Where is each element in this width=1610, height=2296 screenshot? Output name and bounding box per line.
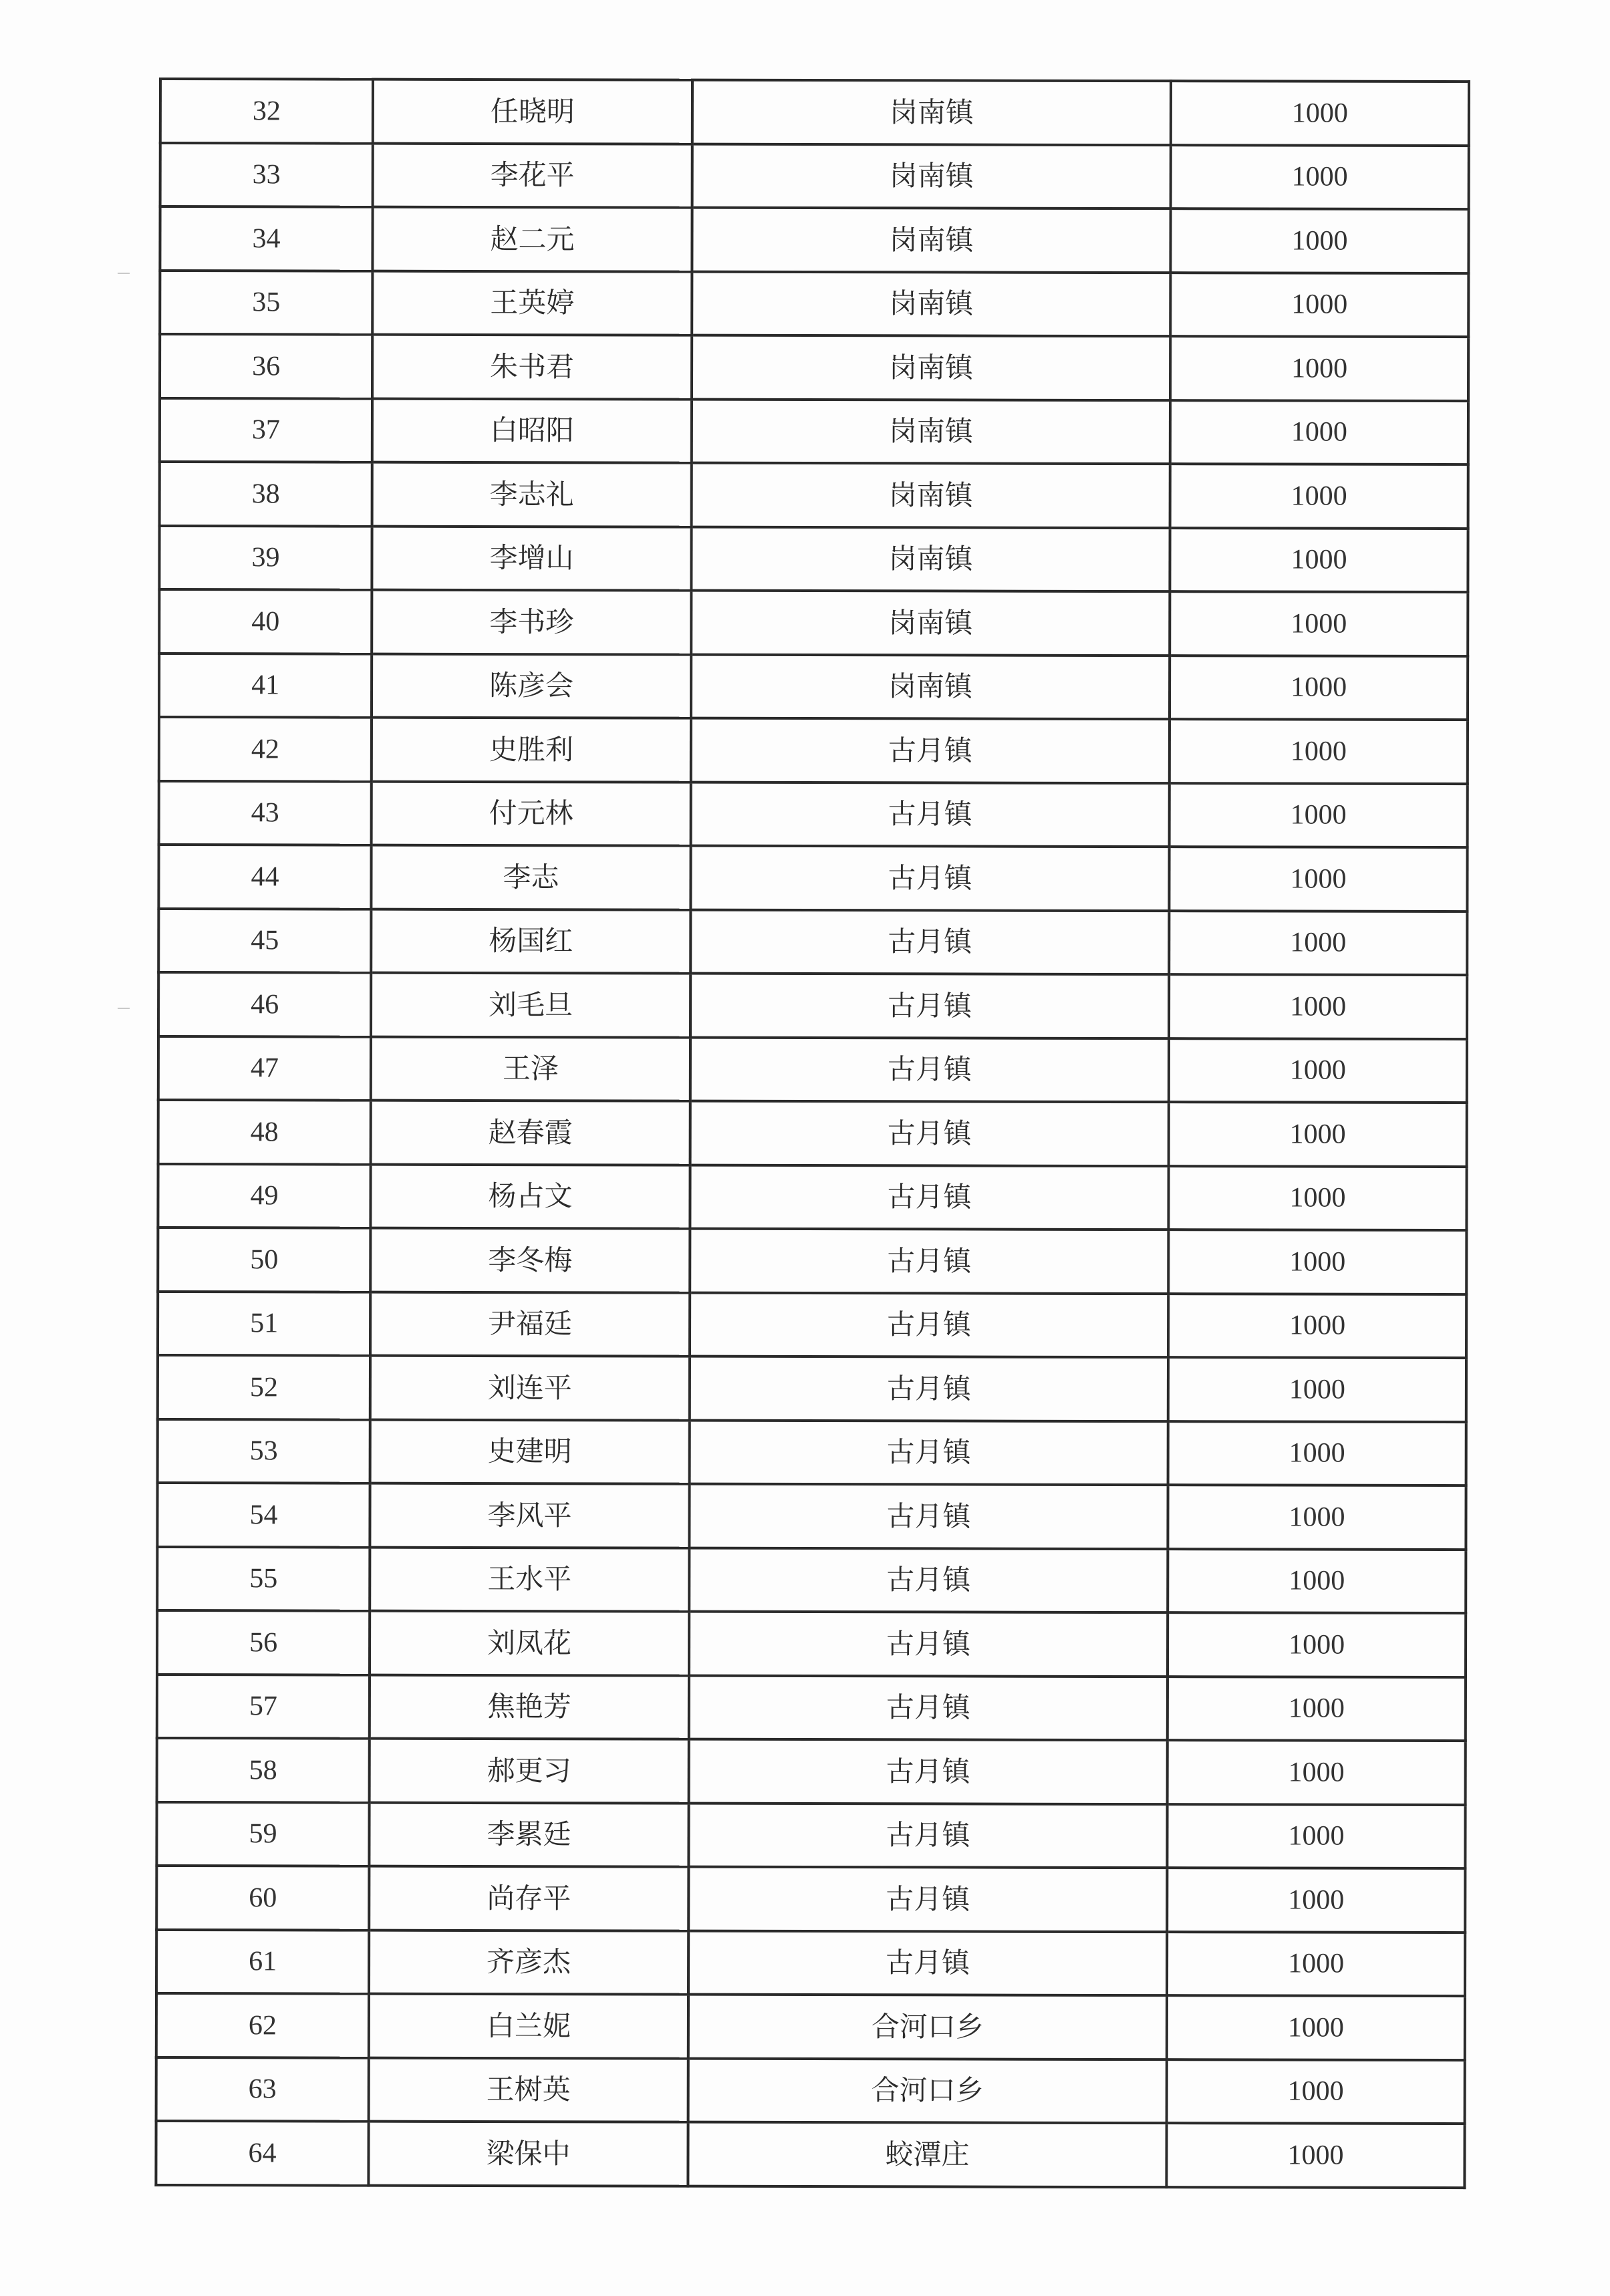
row-number-cell: 49 [158, 1164, 370, 1228]
town-cell: 合河口乡 [688, 2058, 1167, 2123]
amount-cell: 1000 [1168, 1294, 1466, 1358]
table-row [160, 143, 1469, 210]
row-number-cell: 59 [156, 1802, 369, 1866]
town-cell: 古月镇 [691, 718, 1170, 783]
table-row [158, 972, 1467, 1039]
scan-mark [118, 273, 130, 274]
town-cell: 古月镇 [690, 974, 1169, 1038]
recipient-name-cell: 郝更习 [370, 1739, 689, 1804]
recipient-name-cell: 李志 [371, 845, 690, 910]
row-number-cell: 48 [158, 1100, 371, 1164]
table-row [156, 2121, 1464, 2188]
amount-cell: 1000 [1168, 1612, 1466, 1677]
amount-cell: 1000 [1169, 911, 1467, 975]
amount-cell: 1000 [1168, 1549, 1466, 1613]
amount-cell: 1000 [1171, 81, 1469, 145]
town-cell: 古月镇 [689, 1675, 1168, 1740]
amount-cell: 1000 [1168, 1677, 1466, 1741]
town-cell: 岗南镇 [692, 271, 1170, 336]
recipient-name-cell: 李冬梅 [370, 1228, 690, 1293]
table-row [156, 1993, 1465, 2060]
table-row [160, 334, 1468, 401]
town-cell: 岗南镇 [691, 527, 1170, 591]
table-row [158, 909, 1467, 976]
recipient-name-cell: 刘凤花 [370, 1611, 689, 1676]
table-row [158, 1228, 1466, 1294]
recipient-name-cell: 李增山 [372, 526, 691, 591]
row-number-cell: 36 [160, 334, 372, 398]
town-cell: 古月镇 [688, 1803, 1167, 1868]
recipient-name-cell: 王树英 [369, 2057, 688, 2122]
row-number-cell: 42 [159, 717, 372, 781]
town-cell: 古月镇 [690, 846, 1169, 911]
recipient-name-cell: 史建明 [370, 1419, 690, 1484]
recipient-name-cell: 杨国红 [371, 909, 690, 974]
town-cell: 古月镇 [689, 1612, 1168, 1677]
recipient-name-cell: 朱书君 [372, 335, 692, 400]
table-row [157, 1738, 1466, 1805]
amount-cell: 1000 [1171, 145, 1469, 209]
town-cell: 古月镇 [688, 1867, 1167, 1932]
town-cell: 古月镇 [689, 1484, 1168, 1549]
table-row [160, 206, 1468, 273]
recipient-name-cell: 白兰妮 [369, 1994, 688, 2059]
town-cell: 岗南镇 [692, 335, 1170, 400]
row-number-cell: 56 [157, 1610, 370, 1675]
recipient-name-cell: 赵春霞 [371, 1101, 690, 1165]
recipient-name-cell: 史胜利 [372, 718, 691, 782]
town-cell: 古月镇 [688, 1930, 1167, 1995]
amount-cell: 1000 [1169, 847, 1467, 911]
row-number-cell: 53 [158, 1419, 370, 1483]
recipient-table [154, 78, 1470, 2189]
town-cell: 合河口乡 [688, 1995, 1167, 2059]
town-cell: 古月镇 [689, 1548, 1168, 1612]
row-number-cell: 60 [156, 1866, 369, 1930]
amount-cell: 1000 [1168, 1357, 1466, 1421]
amount-cell: 1000 [1168, 1166, 1466, 1230]
row-number-cell: 52 [158, 1355, 370, 1419]
row-number-cell: 58 [157, 1738, 370, 1802]
town-cell: 古月镇 [690, 1037, 1169, 1102]
town-cell: 岗南镇 [692, 208, 1170, 273]
table-row [158, 1419, 1466, 1485]
table-row [159, 654, 1468, 720]
table-row [159, 717, 1468, 784]
table-row [159, 589, 1468, 656]
town-cell: 古月镇 [689, 1739, 1168, 1804]
amount-cell: 1000 [1167, 2059, 1465, 2124]
table-row [160, 398, 1468, 465]
table-row [158, 845, 1467, 911]
recipient-name-cell: 付元林 [372, 781, 691, 846]
scan-mark [118, 1008, 130, 1009]
table-row [156, 2057, 1465, 2124]
amount-cell: 1000 [1170, 273, 1468, 337]
recipient-name-cell: 梁保中 [368, 2122, 688, 2186]
amount-cell: 1000 [1170, 591, 1468, 656]
recipient-name-cell: 王英婷 [372, 271, 692, 335]
town-cell: 古月镇 [690, 1356, 1168, 1421]
row-number-cell: 55 [157, 1546, 370, 1610]
table-row [158, 1164, 1466, 1231]
town-cell: 古月镇 [690, 1101, 1169, 1166]
town-cell: 岗南镇 [692, 399, 1170, 464]
recipient-name-cell: 赵二元 [372, 207, 692, 272]
row-number-cell: 50 [158, 1228, 370, 1292]
recipient-name-cell: 刘连平 [370, 1356, 690, 1421]
town-cell: 古月镇 [691, 782, 1170, 847]
row-number-cell: 62 [156, 1993, 369, 2057]
amount-cell: 1000 [1170, 719, 1468, 783]
table-row [158, 1292, 1466, 1358]
town-cell: 岗南镇 [691, 591, 1170, 656]
row-number-cell: 46 [158, 972, 371, 1036]
table-row [158, 1036, 1467, 1103]
recipient-name-cell: 王水平 [370, 1547, 689, 1612]
town-cell: 古月镇 [690, 1229, 1168, 1294]
amount-cell: 1000 [1167, 1804, 1465, 1868]
town-cell: 古月镇 [690, 1420, 1168, 1485]
amount-cell: 1000 [1170, 783, 1468, 847]
town-cell: 岗南镇 [692, 144, 1171, 208]
recipient-name-cell: 杨占文 [370, 1164, 690, 1229]
town-cell: 古月镇 [690, 1292, 1168, 1357]
table-row [159, 781, 1468, 848]
recipient-name-cell: 李累廷 [369, 1802, 688, 1867]
amount-cell: 1000 [1168, 1485, 1466, 1549]
table-row [159, 526, 1468, 593]
table-row [156, 1802, 1465, 1868]
row-number-cell: 61 [156, 1929, 369, 1993]
amount-cell: 1000 [1170, 528, 1468, 592]
recipient-name-cell: 尚存平 [369, 1866, 688, 1931]
table-row [160, 462, 1468, 529]
town-cell: 古月镇 [690, 1165, 1168, 1230]
table-row [157, 1610, 1466, 1677]
recipient-name-cell: 李书珍 [372, 590, 691, 655]
row-number-cell: 54 [157, 1483, 370, 1547]
row-number-cell: 44 [158, 845, 371, 909]
amount-cell: 1000 [1169, 974, 1467, 1038]
recipient-name-cell: 李风平 [370, 1483, 689, 1548]
amount-cell: 1000 [1168, 1230, 1466, 1294]
recipient-name-cell: 刘毛旦 [371, 973, 690, 1038]
row-number-cell: 43 [159, 781, 372, 845]
table-row [156, 1929, 1465, 1996]
row-number-cell: 41 [159, 654, 372, 718]
table-row [158, 1355, 1466, 1422]
amount-cell: 1000 [1169, 1038, 1467, 1103]
table-row [158, 1100, 1467, 1167]
amount-cell: 1000 [1170, 464, 1468, 528]
amount-cell: 1000 [1166, 2123, 1464, 2187]
table-row [160, 271, 1468, 337]
table-row [157, 1483, 1466, 1550]
row-number-cell: 64 [156, 2121, 368, 2185]
amount-cell: 1000 [1170, 336, 1468, 400]
recipient-name-cell: 李志礼 [372, 462, 692, 527]
row-number-cell: 37 [160, 398, 372, 462]
row-number-cell: 51 [158, 1292, 370, 1356]
row-number-cell: 63 [156, 2057, 369, 2121]
row-number-cell: 45 [158, 909, 371, 973]
table-row [160, 79, 1469, 146]
town-cell: 岗南镇 [691, 654, 1170, 719]
recipient-name-cell: 焦艳芳 [370, 1675, 689, 1739]
row-number-cell: 47 [158, 1036, 371, 1101]
table-row [156, 1866, 1465, 1932]
town-cell: 岗南镇 [692, 80, 1171, 145]
amount-cell: 1000 [1167, 1995, 1465, 2059]
amount-cell: 1000 [1169, 1102, 1467, 1166]
amount-cell: 1000 [1168, 1421, 1466, 1485]
recipient-name-cell: 王泽 [371, 1036, 690, 1101]
row-number-cell: 40 [159, 589, 372, 654]
recipient-name-cell: 齐彦杰 [369, 1930, 688, 1995]
amount-cell: 1000 [1167, 1932, 1465, 1996]
row-number-cell: 33 [160, 143, 373, 207]
row-number-cell: 35 [160, 271, 372, 335]
town-cell: 蛟潭庄 [688, 2122, 1166, 2187]
row-number-cell: 32 [160, 79, 373, 143]
amount-cell: 1000 [1170, 208, 1468, 273]
amount-cell: 1000 [1167, 1868, 1465, 1932]
recipient-name-cell: 任晓明 [373, 80, 692, 144]
recipient-name-cell: 白昭阳 [372, 398, 692, 463]
recipient-name-cell: 尹福廷 [370, 1292, 690, 1356]
amount-cell: 1000 [1170, 656, 1468, 720]
town-cell: 古月镇 [690, 909, 1169, 974]
town-cell: 岗南镇 [692, 463, 1170, 528]
row-number-cell: 38 [160, 462, 372, 526]
recipient-name-cell: 陈彦会 [372, 654, 691, 718]
table-row [157, 1546, 1466, 1613]
row-number-cell: 39 [159, 526, 372, 590]
amount-cell: 1000 [1170, 400, 1468, 464]
recipient-name-cell: 李花平 [373, 143, 692, 208]
table-row [157, 1674, 1466, 1741]
amount-cell: 1000 [1168, 1740, 1466, 1804]
recipient-table-body [156, 79, 1469, 2188]
row-number-cell: 34 [160, 206, 372, 271]
row-number-cell: 57 [157, 1674, 370, 1738]
